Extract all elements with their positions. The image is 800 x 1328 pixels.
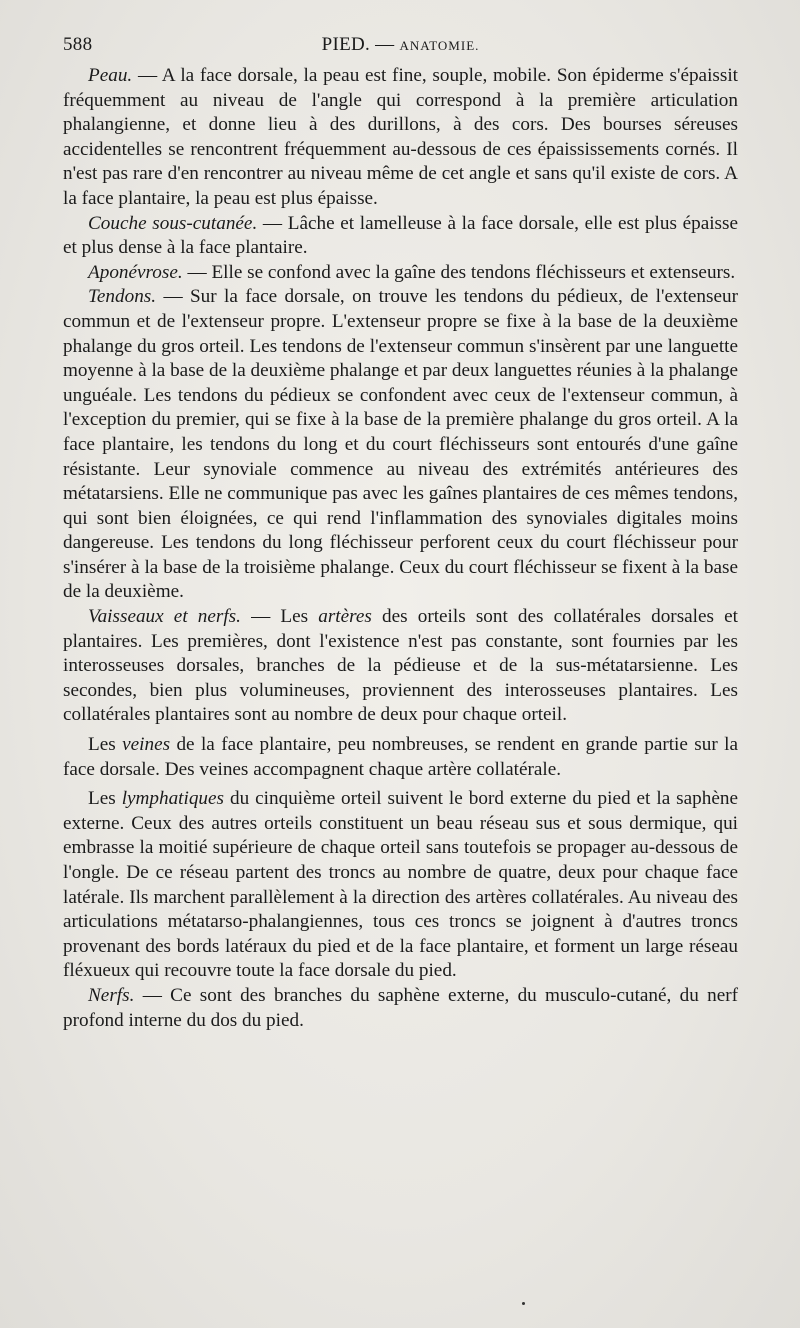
running-head-title: PIED. — [321,34,395,55]
paragraph-veines [63,733,738,782]
term-lymphatiques: lymphatiques [121,788,225,810]
text-tendons: — Sur la face dorsale, on trouve les tendons du pédieux, de l'extenseur commun et de l'extenseur propre. L'extenseur propre se fixe à la base de la deuxième phalange du gros orteil. Les tendons de l'extenseur commun s'insèrent par une languette moyenne à la base de la deuxième phalange et par deux languettes réunies à la phalange unguéale. Les tendons du pédieux se confondent avec ceux de l'extenseur commun, à l'exception du premier, qui se fixe à la base de la première phalange du gros orteil. A la face plantaire, les tendons du long et du court fléchisseurs sont entourés d'une gaîne résistante. Leur synoviale commence au niveau des extrémités antérieures des métatarsiens. Elle ne communique pas avec les gaînes plantaires de ces mêmes tendons, qui sont bien éloignées, ce qui rend l'inflammation des synoviales digitales moins dangereuse. Les tendons du long fléchisseur perforent ceux du court fléchisseur pour s'insérer à la base de la troisième phalange. Ceux du court fléchisseur se fixent à la base de la deuxième. [63,286,739,603]
text-vaisseaux-2: des orteils sont des collatérales dorsales et plantaires. Les premières, dont l'existence n'est pas constante, sont fournies par les interosseuses dorsales, branches de la pédieuse et de la sus-métatarsienne. Les secondes, bien plus volumineuses, proviennent des interosseuses plantaires. Les collatérales plantaires sont au nombre de deux pour chaque orteil. [63,606,738,726]
page-number: 588 [63,34,93,55]
page-header [63,30,738,60]
lead-couche-sous-cutanee: Couche sous-cutanée. [88,212,258,234]
lead-vaisseaux-et-nerfs: Vaisseaux et nerfs. [88,606,241,628]
text-nerfs: — Ce sont des branches du saphène externe, du musculo-cutané, du nerf profond interne du dos du pied. [63,984,738,1031]
paragraph-lymphatiques [63,787,738,984]
term-arteres: artères [318,606,372,628]
text-veines-2: de la face plantaire, peu nombreuses, se rendent en grande partie sur la face dorsale. Des veines accompagnent chaque artère collatérale. [63,734,738,780]
term-veines: veines [122,734,171,756]
paragraph-vaisseaux-et-nerfs [63,605,738,728]
text-aponevrose: — Elle se confond avec la gaîne des tendons fléchisseurs et extenseurs. [182,261,736,283]
paragraph-aponevrose [63,261,738,286]
paragraph-nerfs [63,984,738,1033]
lead-aponevrose: Aponévrose. [88,261,183,283]
text-lymphatiques-1: Les [88,788,122,810]
lead-nerfs: Nerfs. [88,984,135,1006]
paragraph-peau [63,64,738,212]
lead-tendons: Tendons. [88,286,157,308]
ink-speck [522,1302,525,1305]
paragraph-couche-sous-cutanee [63,212,738,261]
text-couche-sous-cutanee: — Lâche et lamelleuse à la face dorsale, elle est plus épaisse et plus dense à la face plantaire. [63,212,738,259]
text-peau: — A la face dorsale, la peau est fine, souple, mobile. Son épiderme s'épaissit fréquemment au niveau de l'angle qui correspond à la première articulation phalangienne, et donne lieu à des durillons, à des cors. Des bourses séreuses accidentelles se rencontrent fréquemment au-dessous de ces épaississements cornés. Il n'est pas rare d'en rencontrer au niveau même de cet angle et sans qu'il existe de cors. A la face plantaire, la peau est plus épaisse. [63,65,738,209]
text-vaisseaux-1: — Les [240,606,319,628]
running-head [63,34,738,56]
text-lymphatiques-2: du cinquième orteil suivent le bord externe du pied et la saphène externe. Ceux des autres orteils constituent un beau réseau sus et sous dermique, qui embrasse la moitié supérieure de chaque orteil sans toutefois se propager au-dessous de l'ongle. De ce réseau partent des troncs au nombre de quatre, deux pour chaque face latérale. Ils marchent parallèlement à la direction des artères collatérales. Au niveau des articulations métatarso-phalangiennes, tous ces troncs se joignent à d'autres troncs provenant des bords latéraux du pied et de la face plantaire, et forment un large réseau fléxueux qui recouvre toute la face dorsale du pied. [63,788,738,982]
running-head-subtitle: ANATOMIE. [399,38,480,53]
paragraph-tendons [63,285,738,605]
article-text [63,64,738,1033]
text-veines-1: Les [88,734,123,756]
lead-peau: Peau. [88,65,133,86]
